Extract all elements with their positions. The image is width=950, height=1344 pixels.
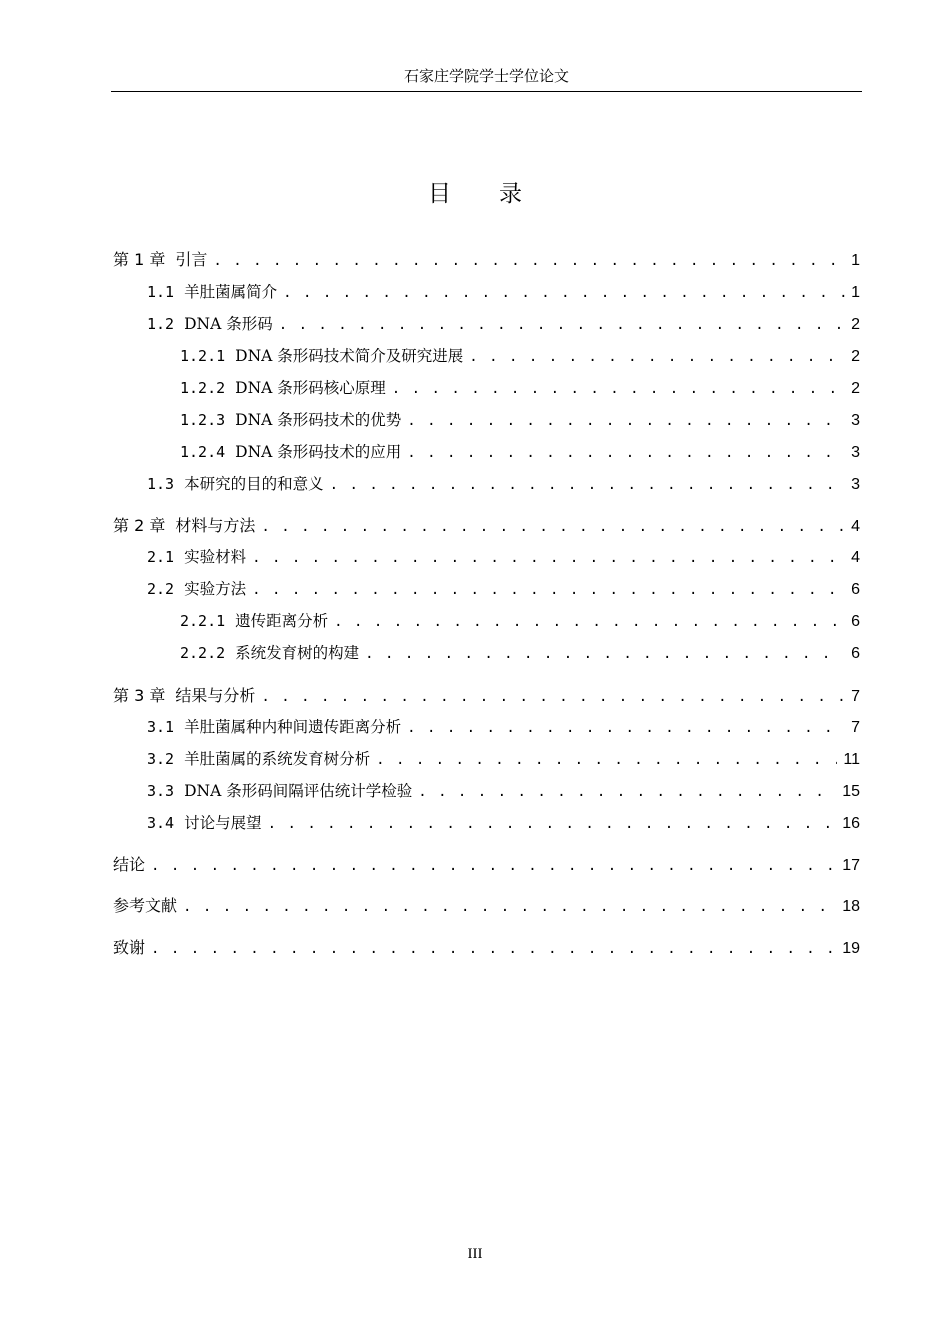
toc-entry-label xyxy=(180,408,401,430)
toc-entry-title: 系统发育树的构建 xyxy=(235,644,360,662)
toc-entry-label xyxy=(113,893,177,916)
dot-leader xyxy=(183,899,836,915)
page-header: 石家庄学院学士学位论文 xyxy=(403,69,569,85)
dot-leader xyxy=(392,381,845,397)
dot-leader xyxy=(283,285,845,301)
toc-entry[interactable] xyxy=(113,715,860,741)
toc-entry-page: 7 xyxy=(851,688,860,705)
header-rule xyxy=(111,91,862,92)
dot-leader xyxy=(376,752,837,768)
toc-entry-title: DNA 条形码技术简介及研究进展 xyxy=(235,347,464,365)
toc-entry-title: 结果与分析 xyxy=(175,686,256,705)
dot-leader xyxy=(330,477,845,493)
toc-entry-title: 讨论与展望 xyxy=(184,814,262,832)
toc-entry-title: 实验方法 xyxy=(184,580,247,598)
dot-leader xyxy=(279,317,845,333)
toc-entry-page: 3 xyxy=(851,476,860,493)
toc-entry-label xyxy=(147,545,246,567)
toc-entry[interactable] xyxy=(113,747,860,773)
toc-entry-title: DNA 条形码技术的优势 xyxy=(235,411,402,429)
toc-entry-number: 1.2 xyxy=(147,315,175,333)
toc-entry-page: 6 xyxy=(851,613,860,630)
toc-entry-label xyxy=(180,344,463,366)
dot-leader xyxy=(407,413,845,429)
toc-entry-page: 2 xyxy=(851,380,860,397)
dot-leader xyxy=(151,941,836,957)
toc-entry-label xyxy=(113,683,255,706)
toc-entry-title: 羊肚菌属的系统发育树分析 xyxy=(184,750,371,768)
dot-leader xyxy=(469,349,845,365)
dot-leader xyxy=(418,784,836,800)
toc-entry[interactable] xyxy=(113,683,860,709)
toc-entry-page: 2 xyxy=(851,348,860,365)
toc-entry-page: 3 xyxy=(851,412,860,429)
toc-entry-label xyxy=(180,609,328,631)
toc-entry[interactable] xyxy=(113,312,860,338)
toc-entry-page: 7 xyxy=(851,719,860,736)
toc-entry[interactable] xyxy=(113,513,860,539)
toc-entry-page: 4 xyxy=(851,549,860,566)
toc-entry-page: 2 xyxy=(851,316,860,333)
toc-entry[interactable] xyxy=(113,344,860,370)
toc-entry[interactable] xyxy=(113,609,860,635)
toc-entry-number: 3.4 xyxy=(147,814,175,832)
toc-entry[interactable] xyxy=(113,247,860,273)
toc-entry-title: 羊肚菌属种内种间遗传距离分析 xyxy=(184,718,402,736)
toc-entry-title: 致谢 xyxy=(113,938,146,957)
toc-entry-number: 3.1 xyxy=(147,718,175,736)
toc-entry[interactable] xyxy=(113,440,860,466)
dot-leader xyxy=(407,720,845,736)
toc-entry-page: 6 xyxy=(851,645,860,662)
toc-entry-number: 1.2.2 xyxy=(180,379,226,397)
toc-entry-number: 2.1 xyxy=(147,548,175,566)
toc-entry-page: 18 xyxy=(842,898,860,915)
toc-title: 目录 xyxy=(428,181,570,207)
toc-entry[interactable] xyxy=(113,811,860,837)
toc-entry[interactable] xyxy=(113,893,860,919)
toc-entry-number: 第 3 章 xyxy=(113,686,166,705)
toc-entry-page: 19 xyxy=(842,940,860,957)
dot-leader xyxy=(261,689,845,705)
toc-entry-label xyxy=(180,641,359,663)
toc-entry-number: 2.2.2 xyxy=(180,644,226,662)
toc-entry[interactable] xyxy=(113,472,860,498)
toc-entry-number: 1.3 xyxy=(147,475,175,493)
toc-entry-title: 羊肚菌属简介 xyxy=(184,283,278,301)
toc-entry-title: DNA 条形码 xyxy=(184,315,273,333)
toc-entry-title: 遗传距离分析 xyxy=(235,612,329,630)
toc-entry-number: 1.2.1 xyxy=(180,347,226,365)
toc-entry[interactable] xyxy=(113,545,860,571)
toc-entry-label xyxy=(180,376,386,398)
toc-entry-label xyxy=(113,247,207,270)
dot-leader xyxy=(261,519,845,535)
toc-entry-label xyxy=(113,935,145,958)
dot-leader xyxy=(268,816,837,832)
toc-entry[interactable] xyxy=(113,779,860,805)
toc-entry-title: 结论 xyxy=(113,855,146,874)
toc-entry-label xyxy=(113,513,255,536)
toc-entry[interactable] xyxy=(113,376,860,402)
toc-entry[interactable] xyxy=(113,852,860,878)
toc-entry-title: DNA 条形码间隔评估统计学检验 xyxy=(184,782,413,800)
toc-entry-page: 15 xyxy=(842,783,860,800)
toc-entry-number: 3.3 xyxy=(147,782,175,800)
toc-entry-page: 16 xyxy=(842,815,860,832)
toc-entry-page: 6 xyxy=(851,581,860,598)
toc-entry-label xyxy=(113,852,145,875)
toc-entry-number: 2.2 xyxy=(147,580,175,598)
toc-entry-title: DNA 条形码技术的应用 xyxy=(235,443,402,461)
toc-entry-title: 引言 xyxy=(175,250,208,269)
toc-entry-title: 本研究的目的和意义 xyxy=(184,475,324,493)
dot-leader xyxy=(252,550,845,566)
toc-entry[interactable] xyxy=(113,577,860,603)
toc-entry-title: 材料与方法 xyxy=(175,516,256,535)
toc-entry-title: 参考文献 xyxy=(113,896,178,915)
toc-entry-label xyxy=(147,472,324,494)
toc-entry-number: 2.2.1 xyxy=(180,612,226,630)
dot-leader xyxy=(407,445,845,461)
toc-entry-label xyxy=(180,440,401,462)
toc-entry-page: 11 xyxy=(843,751,860,768)
toc-entry-page: 1 xyxy=(851,284,860,301)
dot-leader xyxy=(151,858,836,874)
toc-entry-page: 1 xyxy=(851,252,860,269)
toc-entry-label xyxy=(147,779,412,801)
dot-leader xyxy=(252,582,845,598)
toc-entry-label xyxy=(147,811,262,833)
toc-entry-number: 1.2.3 xyxy=(180,411,226,429)
toc-entry-title: DNA 条形码核心原理 xyxy=(235,379,386,397)
toc-entry-label xyxy=(147,715,401,737)
dot-leader xyxy=(365,646,845,662)
toc-entry[interactable] xyxy=(113,641,860,667)
toc-entry-page: 4 xyxy=(851,518,860,535)
toc-entry-number: 第 2 章 xyxy=(113,516,166,535)
toc-entry-label xyxy=(147,747,370,769)
toc-entry[interactable] xyxy=(113,408,860,434)
toc-entry-title: 实验材料 xyxy=(184,548,247,566)
toc-entry-label xyxy=(147,577,246,599)
toc-entry-number: 3.2 xyxy=(147,750,175,768)
toc-entry[interactable] xyxy=(113,280,860,306)
dot-leader xyxy=(334,614,845,630)
toc-entry-label xyxy=(147,280,277,302)
toc-entry-number: 1.2.4 xyxy=(180,443,226,461)
dot-leader xyxy=(213,253,845,269)
toc-entry-label xyxy=(147,312,273,334)
toc-entry[interactable] xyxy=(113,935,860,961)
toc-entry-number: 1.1 xyxy=(147,283,175,301)
page-number: III xyxy=(467,1246,483,1262)
toc-entry-number: 第 1 章 xyxy=(113,250,166,269)
toc-entry-page: 3 xyxy=(851,444,860,461)
toc-entry-page: 17 xyxy=(842,857,860,874)
